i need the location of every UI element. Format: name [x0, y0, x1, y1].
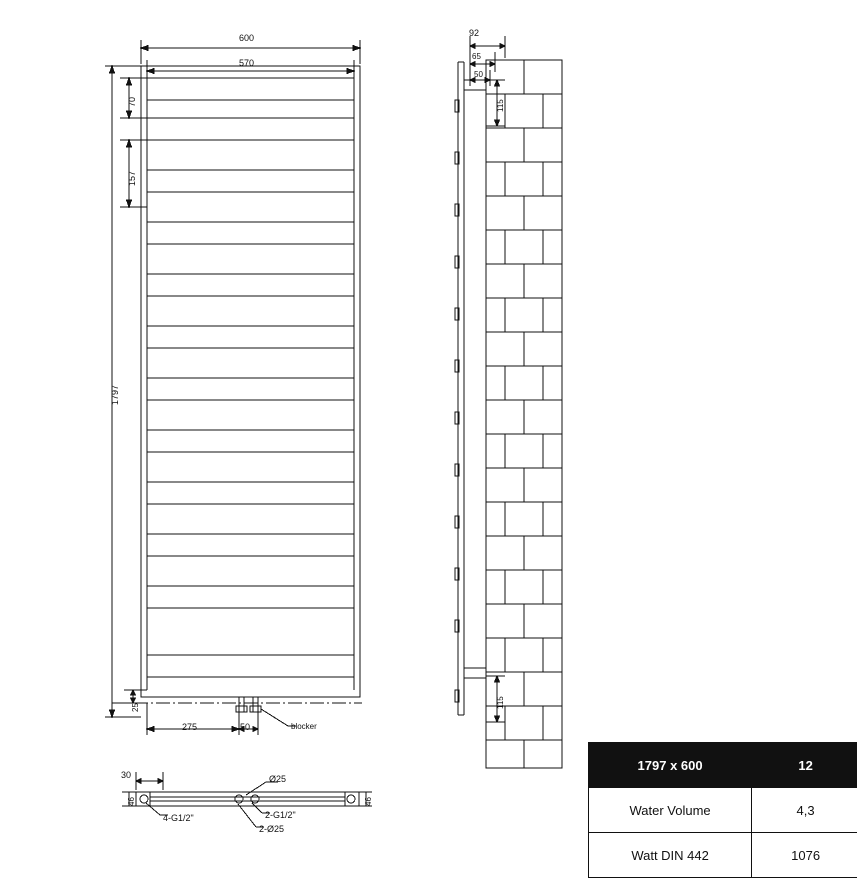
four-half-inch-callout-label: 4-G1/2" [163, 813, 194, 823]
dim-overall-width: 600 [239, 33, 254, 43]
spec-count-header: 12 [752, 743, 857, 788]
dim-top-bracket-height: 115 [496, 99, 505, 112]
dim-wall-offset: 50 [474, 70, 483, 79]
blocker-callout-label: blocker [291, 722, 317, 731]
dim-left-height: 46 [127, 797, 136, 806]
two-dia25-callout-label: 2-Ø25 [259, 824, 284, 834]
dim-end-offset: 30 [121, 770, 131, 780]
dim-connection-spacing: 50 [240, 722, 250, 732]
spec-table-header-row [589, 743, 857, 788]
dim-inner-width: 570 [239, 58, 254, 68]
spec-row-label: Watt DIN 442 [589, 833, 752, 878]
dim-overall-height: 1797 [110, 385, 120, 405]
two-half-inch-callout-label: 2-G1/2" [265, 810, 296, 820]
spec-size-header: 1797 x 600 [589, 743, 752, 788]
dim-port-diameter: Ø25 [269, 774, 286, 784]
dim-top-offset: 70 [127, 97, 137, 107]
spec-table-row [589, 788, 857, 833]
dim-overall-depth: 92 [469, 28, 479, 38]
spec-table [588, 742, 857, 878]
dim-bottom-offset: 25 [131, 703, 140, 712]
dim-connection-center: 275 [182, 722, 197, 732]
dim-bracket-depth: 65 [472, 52, 481, 61]
spec-row-value: 4,3 [752, 788, 857, 833]
spec-table-row [589, 833, 857, 878]
spec-row-value: 1076 [752, 833, 857, 878]
spec-row-label: Water Volume [589, 788, 752, 833]
dim-bottom-bracket-height: 115 [496, 696, 505, 709]
dim-right-height: 46 [364, 797, 373, 806]
dim-element-pitch: 157 [127, 171, 137, 186]
